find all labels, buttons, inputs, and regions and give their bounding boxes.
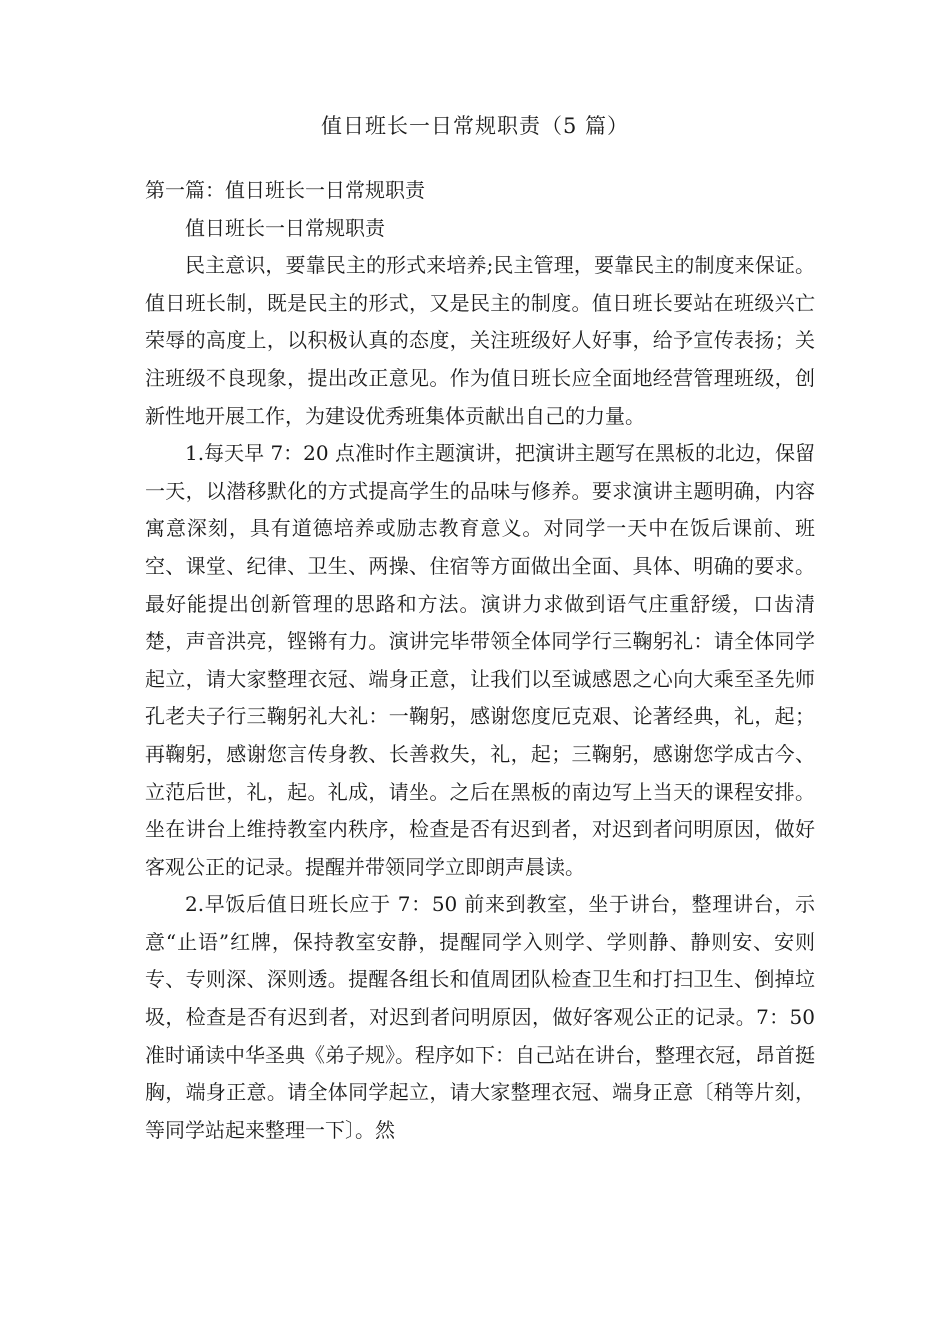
paragraph-item-1: 1.每天早 7：20 点准时作主题演讲，把演讲主题写在黑板的北边，保留一天，以潜移默化的方式提高学生的品味与修养。要求演讲主题明确，内容寓意深刻，具有道德培养或励志教育意义。对同学一天中在饭后课前、班空、课堂、纪律、卫生、两操、住宿等方面做出全面、具体、明确的要求。最好能提出创新管理的思路和方法。演讲力求做到语气庄重舒缓，口齿清楚，声音洪亮，铿锵有力。演讲完毕带领全体同学行三鞠躬礼：请全体同学起立，请大家整理衣冠、端身正意，让我们以至诚感恩之心向大乘至圣先师孔老夫子行三鞠躬礼大礼：一鞠躬，感谢您度厄克艰、论著经典，礼，起；再鞠躬，感谢您言传身教、长善救失，礼，起；三鞠躬，感谢您学成古今、立范后世，礼，起。礼成，请坐。之后在黑板的南边写上当天的课程安排。坐在讲台上维持教室内秩序，检查是否有迟到者，对迟到者问明原因，做好客观公正的记录。提醒并带领同学立即朗声晨读。 [145,441,815,879]
paragraph-intro: 民主意识，要靠民主的形式来培养;民主管理，要靠民主的制度来保证。值日班长制，既是民主的形式，又是民主的制度。值日班长要站在班级兴亡荣辱的高度上，以积极认真的态度，关注班级好人好事，给予宣传表扬；关注班级不良现象，提出改正意见。作为值日班长应全面地经营管理班级，创新性地开展工作，为建设优秀班集体贡献出自己的力量。 [145,253,815,428]
paragraph-item-2: 2.早饭后值日班长应于 7：50 前来到教室，坐于讲台，整理讲台，示意“止语”红牌，保持教室安静，提醒同学入则学、学则静、静则安、安则专、专则深、深则透。提醒各组长和值周团队检查卫生和打扫卫生、倒掉垃圾，检查是否有迟到者，对迟到者问明原因，做好客观公正的记录。7：50 准时诵读中华圣典《弟子规》。程序如下：自己站在讲台，整理衣冠，昂首挺胸，端身正意。请全体同学起立，请大家整理衣冠、端身正意〔稍等片刻，等同学站起来整理一下〕。然 [145,892,815,1142]
document-title: 值日班长一日常规职责（5 篇） [320,114,630,138]
section-heading: 第一篇：值日班长一日常规职责 [145,178,425,202]
document-body [145,172,815,1149]
section-subheading: 值日班长一日常规职责 [185,215,385,240]
